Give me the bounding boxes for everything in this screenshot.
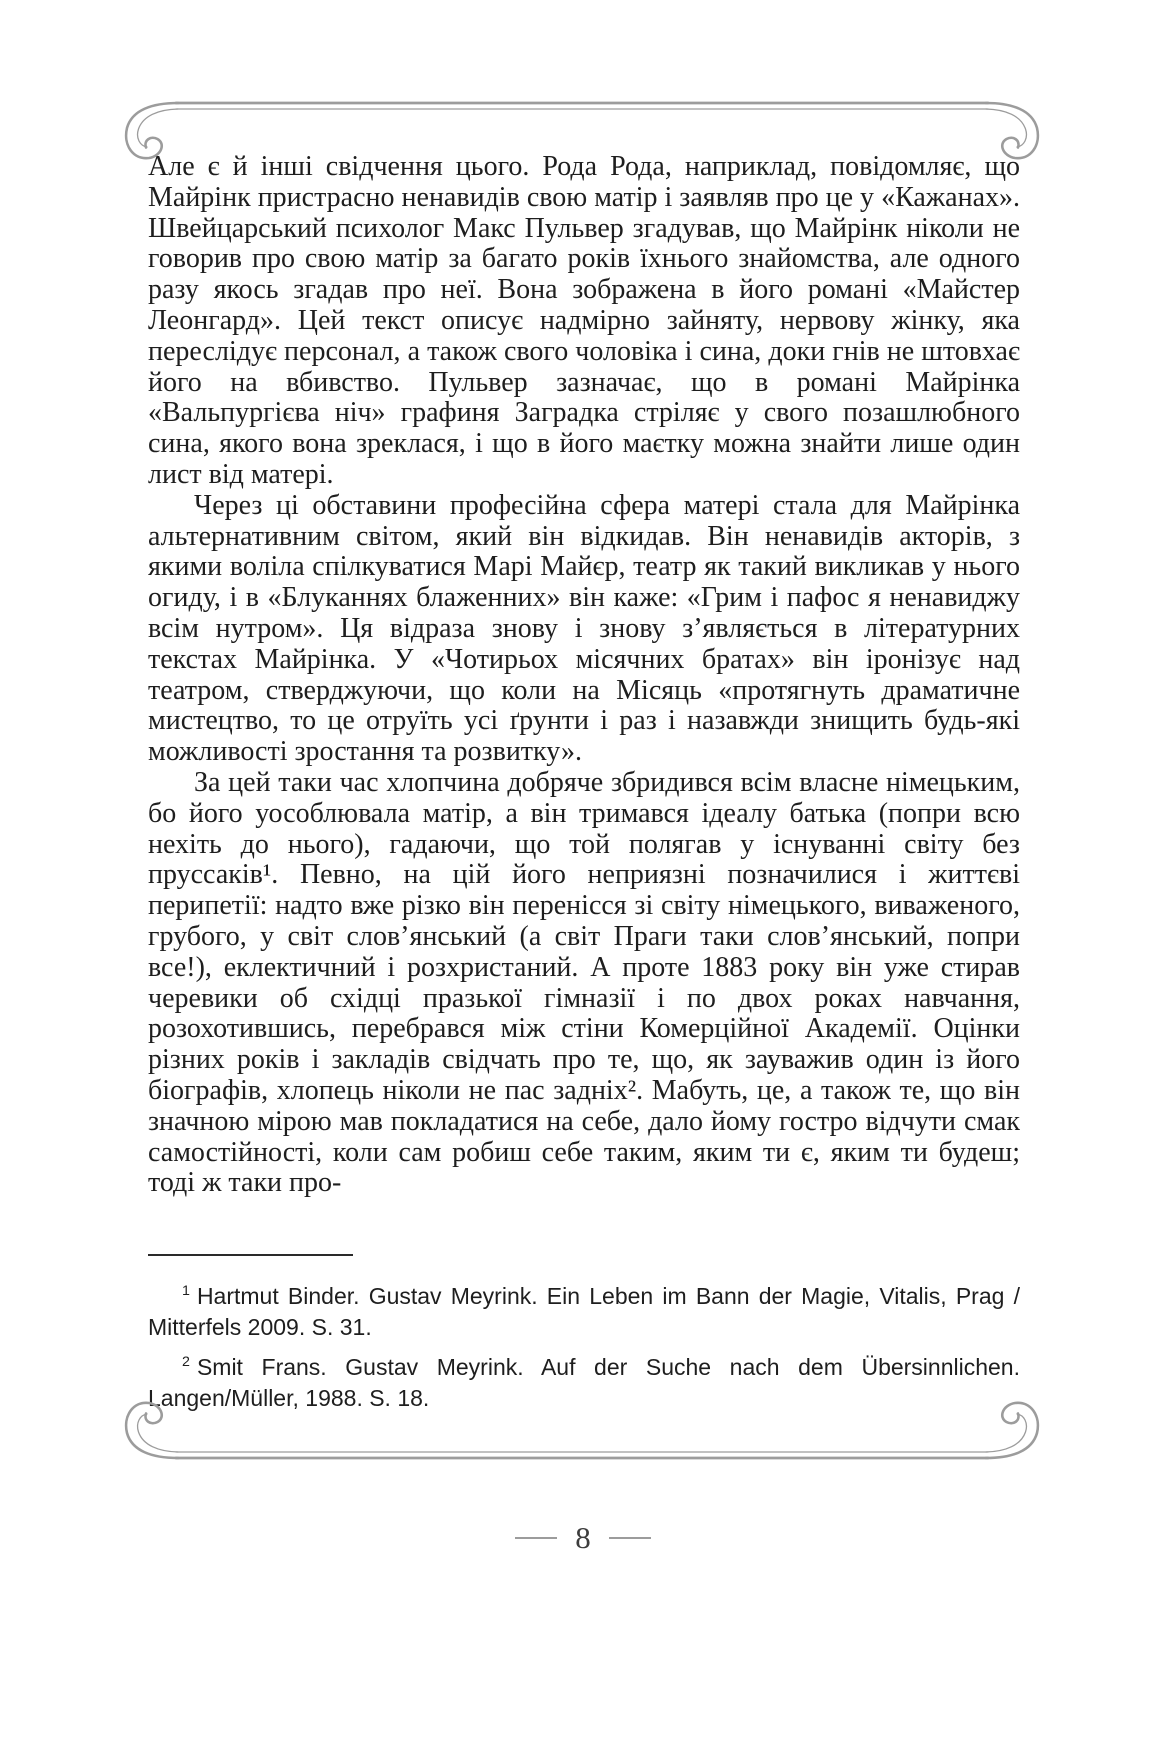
- footnote-item: [148, 1281, 1020, 1343]
- footnote-text: Smit Frans. Gustav Meyrink. Auf der Suche nach dem Übersinnlichen. Langen/Müller, 1988. S. 18.: [148, 1354, 1020, 1411]
- footnote-marker: 1: [182, 1283, 190, 1300]
- page-number-rule-right: [609, 1537, 651, 1539]
- page-number-row: [0, 1520, 1166, 1556]
- bottom-frame-ornament: [116, 1393, 1048, 1465]
- footnote-separator: [148, 1254, 353, 1256]
- page-number: 8: [575, 1520, 591, 1555]
- footnote-text: Hartmut Binder. Gustav Meyrink. Ein Leben im Bann der Magie, Vitalis, Prag / Mitterfels 2009. S. 31.: [148, 1283, 1020, 1340]
- body-paragraph: Через ці обставини професійна сфера матері стала для Майрінка альтернативним світом, який він відкидав. Він ненавидів акторів, з якими воліла спілкуватися Марі Майєр, театр як такий викликав у нього огиду, і в «Блуканнях блаженних» він каже: «Грим і пафос я ненавиджу всім нутром». Ця відраза знову і знову з’являється в літературних текстах Майрінка. У «Чотирьох місячних братах» він іронізує над театром, стверджуючи, що коли на Місяць «протягнуть драматичне мистецтво, то це отруїть усі ґрунти і раз і назавжди знищить будь-які можливості зростання та розвитку».: [148, 489, 1020, 768]
- body-paragraph: Але є й інші свідчення цього. Рода Рода, наприклад, повідомляє, що Майрінк пристрасно ненавидів свою матір і заявляв про це у «Кажанах». Швейцарський психолог Макс Пульвер згадував, що Майрінк ніколи не говорив про свою матір за багато років їхнього знайомства, але одного разу якось згадав про неї. Вона зображена в його романі «Майстер Леонгард». Цей текст описує надмірно зайняту, нервову жінку, яка переслідує персонал, а також свого чоловіка і сина, доки гнів не штовхає його на вбивство. Пульвер зазначає, що в романі Майрінка «Вальпургієва ніч» графиня Заградка стріляє у свого позашлюбного сина, якого вона зреклася, і що в його маєтку можна знайти лише один лист від матері.: [148, 151, 1020, 490]
- body-paragraph: За цей таки час хлопчина добряче збридився всім власне німецьким, бо його уособлювала матір, а він тримався ідеалу батька (попри всю нехіть до нього), гадаючи, що той полягав у існуванні світу без пруссаків¹. Певно, на цій його неприязні позначилися і життєві перипетії: надто вже різко він перенісся зі світу німецького, виваженого, грубого, у світ слов’янський (а світ Праги таки слов’янський, попри все!), еклектичний і розхристаний. А проте 1883 року він уже стирав черевики об східці празької гімназії і по двох роках навчання, розохотившись, перебрався між стіни Комерційної Академії. Оцінки різних років і закладів свідчать про те, що, як зауважив один із його біографів, хлопець ніколи не пас задніх². Мабуть, це, а також те, що він значною мірою мав покладатися на себе, дало йому гостро відчути смак самостійності, коли сам робиш себе таким, яким ти є, яким ти будеш; тоді ж таки про-: [148, 766, 1020, 1199]
- footnote-marker: 2: [182, 1354, 190, 1371]
- page-body: [148, 152, 1020, 1199]
- page-number-rule-left: [515, 1537, 557, 1539]
